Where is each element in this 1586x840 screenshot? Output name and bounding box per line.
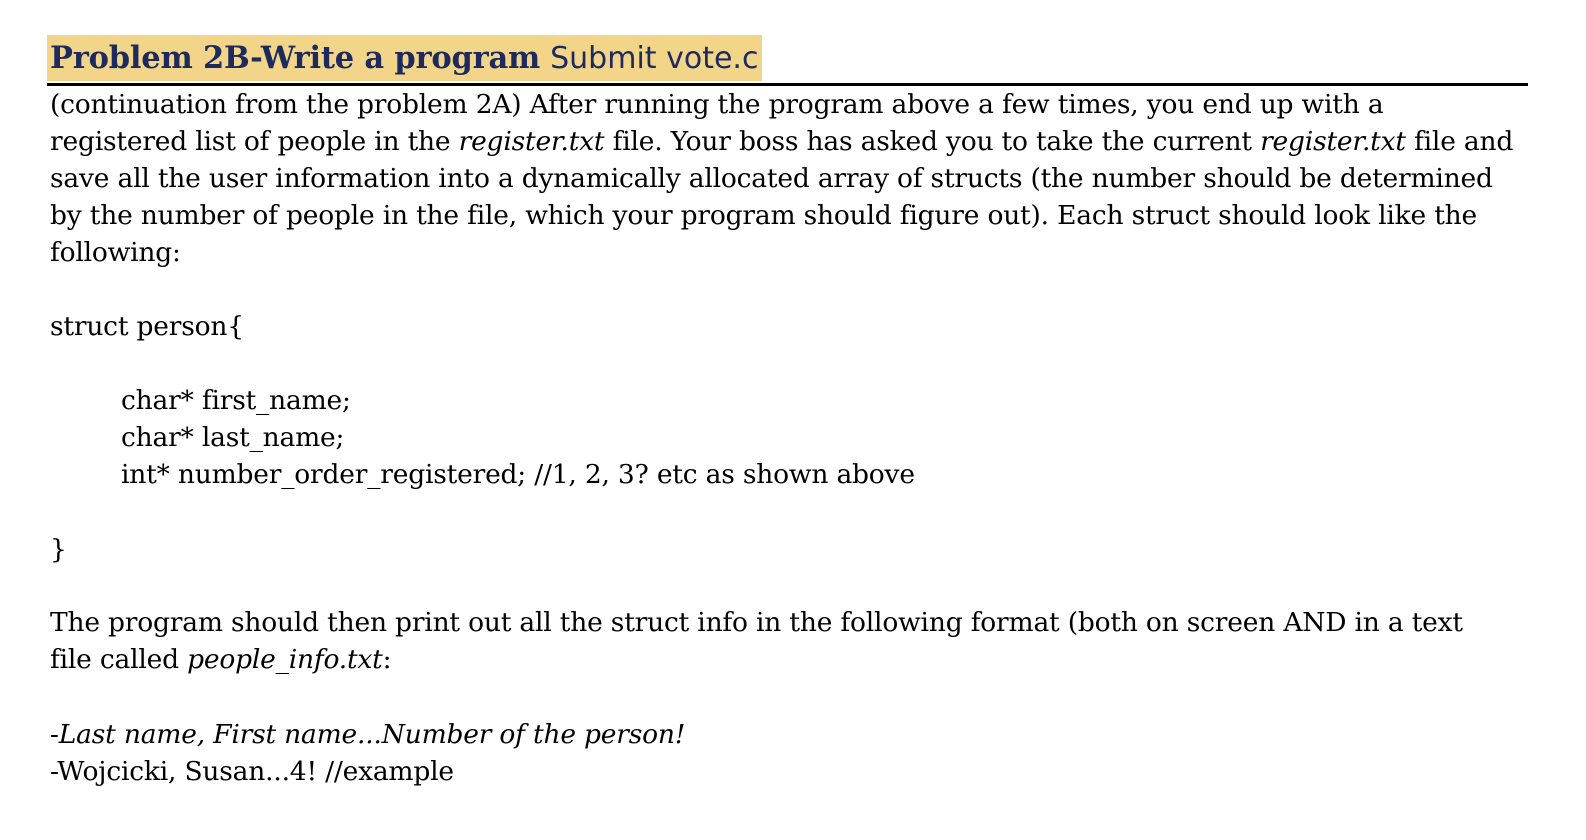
heading-highlight (47, 35, 762, 81)
print-line-2-text-a: file called (50, 644, 188, 675)
people-info-file-name: people_info.txt (187, 644, 383, 675)
struct-field-number-order: int* number_order_registered; //1, 2, 3? etc as shown above (121, 459, 915, 490)
print-line-2-text-b: : (382, 644, 392, 675)
intro-line-2 (50, 124, 1513, 160)
intro-line-2-text-a: registered list of people in the (50, 126, 459, 157)
intro-line-4: by the number of people in the file, which your program should figure out). Each struct should look like the (50, 200, 1477, 231)
intro-line-1: (continuation from the problem 2A) After running the program above a few times, you end up with a (50, 89, 1384, 120)
intro-line-5: following: (50, 237, 181, 268)
problem-heading (47, 35, 1528, 86)
intro-line-3: save all the user information into a dynamically allocated array of structs (the number should be determined (50, 163, 1493, 194)
struct-close: } (50, 534, 67, 565)
struct-open: struct person{ (50, 311, 244, 342)
print-line-1: The program should then print out all the struct info in the following format (both on screen AND in a text (50, 607, 1463, 638)
format-template-dash: - (50, 719, 59, 750)
heading-submit-note: Submit vote.c (550, 40, 759, 76)
register-file-name-2: register.txt (1260, 126, 1406, 157)
struct-field-first-name: char* first_name; (121, 385, 351, 416)
register-file-name-1: register.txt (458, 126, 605, 157)
format-template (50, 717, 685, 753)
intro-line-2-text-c: file and (1405, 126, 1514, 157)
format-example: -Wojcicki, Susan...4! //example (50, 756, 454, 787)
format-template-text: Last name, First name...Number of the person! (58, 719, 686, 750)
intro-line-2-text-b: file. Your boss has asked you to take the current (604, 126, 1261, 157)
struct-field-last-name: char* last_name; (121, 422, 345, 453)
print-line-2 (50, 642, 391, 678)
heading-title: Problem 2B-Write a program (50, 40, 541, 76)
